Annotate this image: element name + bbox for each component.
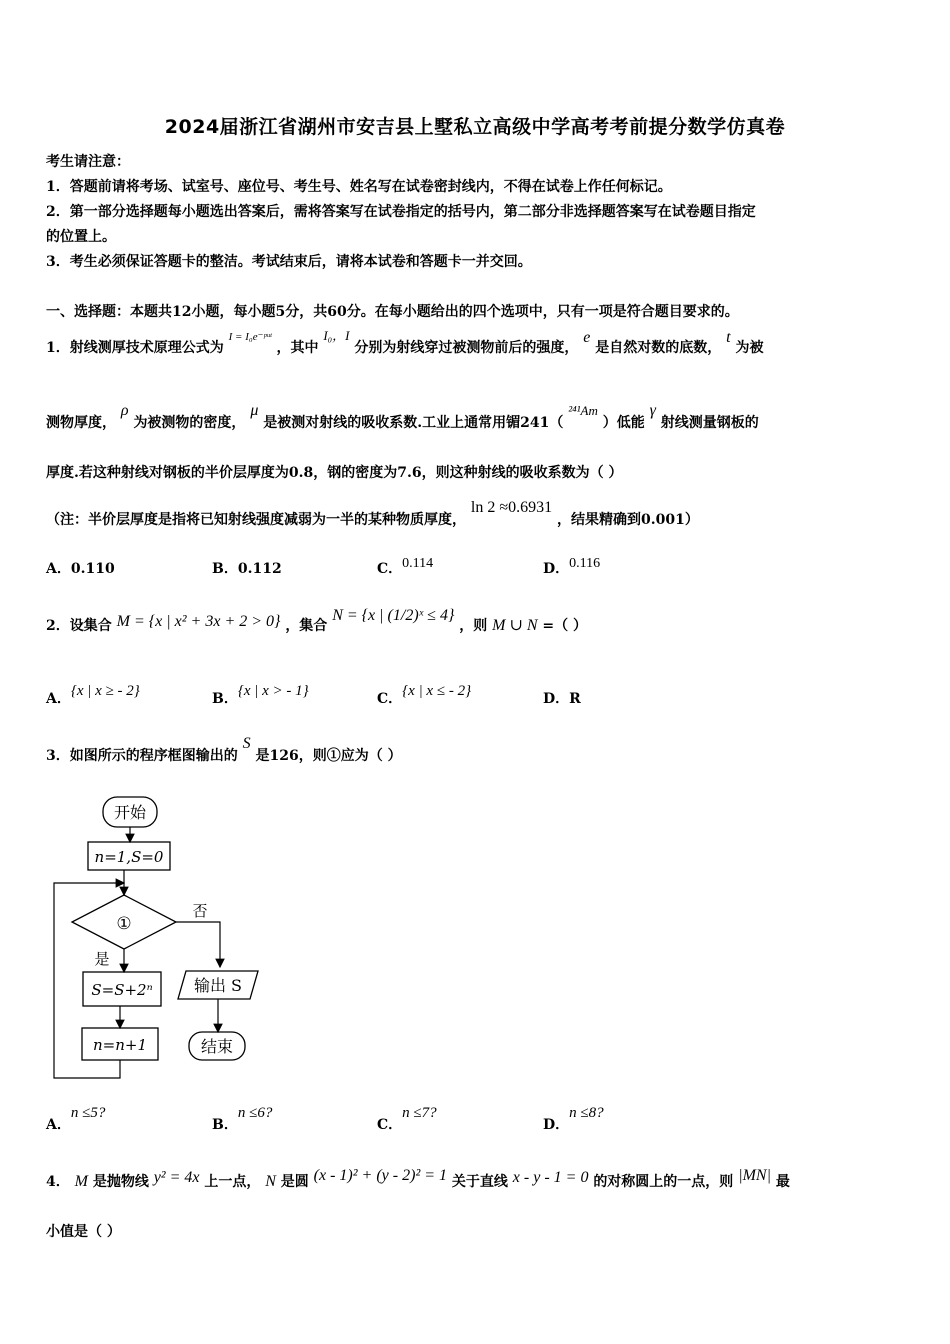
option-value: n ≤7? bbox=[402, 1105, 437, 1121]
option-value: 0.112 bbox=[237, 561, 282, 577]
q3-option-c[interactable] bbox=[377, 1105, 437, 1134]
notice-item-2: 2．第一部分选择题每小题选出答案后，需将答案写在试卷指定的括号内，第二部分非选择题答案写在试卷题目指定 bbox=[46, 204, 756, 220]
q1-formula: I = I₀e⁻ᵖᵘᵗ bbox=[228, 331, 272, 343]
q1-option-d[interactable] bbox=[543, 558, 600, 578]
q2-text: =（ ） bbox=[542, 618, 587, 634]
option-label: C． bbox=[377, 691, 403, 707]
q3-text: 3．如图所示的程序框图输出的 bbox=[46, 748, 238, 764]
option-label: B． bbox=[212, 1117, 238, 1133]
q2-set-m: M = {x | x² + 3x + 2 > 0} bbox=[116, 613, 281, 630]
q2-line-1 bbox=[46, 607, 906, 636]
q4-line: x - y - 1 = 0 bbox=[512, 1169, 589, 1186]
q3-option-d[interactable] bbox=[543, 1105, 604, 1134]
notice-item-1: 1．答题前请将考场、试室号、座位号、考生号、姓名写在试卷密封线内，不得在试卷上作任何标记。 bbox=[46, 179, 672, 195]
q3-text: 是126，则①应为（ ） bbox=[255, 748, 402, 764]
flow-step2-text: n=n+1 bbox=[92, 1036, 148, 1054]
option-label: A． bbox=[46, 1117, 71, 1133]
section-heading: 一、选择题：本题共12小题，每小题5分，共60分。在每小题给出的四个选项中，只有一项是符合题目要求的。 bbox=[46, 304, 739, 320]
q1-e: e bbox=[583, 329, 591, 346]
q4-line-1 bbox=[46, 1167, 906, 1192]
q4-text: 上一点， bbox=[204, 1174, 261, 1190]
option-value: R bbox=[569, 691, 581, 707]
q1-text: 是被测对射线的吸收系数.工业上通常用镅241（ bbox=[263, 415, 564, 431]
flowchart bbox=[40, 790, 280, 1090]
q1-text: ，其中 bbox=[276, 340, 319, 356]
flow-no-label: 否 bbox=[192, 902, 208, 920]
option-label: A． bbox=[46, 691, 71, 707]
q1-text: 射线测量钢板的 bbox=[660, 415, 759, 431]
q1-text: 测物厚度， bbox=[46, 415, 116, 431]
q1-option-a[interactable] bbox=[46, 558, 115, 578]
q2-text: 2．设集合 bbox=[46, 618, 112, 634]
flow-init-text: n=1,S=0 bbox=[94, 848, 164, 866]
q4-m: M bbox=[74, 1173, 88, 1190]
q2-text: ，则 bbox=[459, 618, 488, 634]
page-title: 2024届浙江省湖州市安吉县上墅私立高级中学高考考前提分数学仿真卷 bbox=[164, 116, 786, 138]
q1-text: ）低能 bbox=[602, 415, 645, 431]
option-label: D． bbox=[543, 1117, 570, 1133]
q4-circle: (x - 1)² + (y - 2)² = 1 bbox=[313, 1167, 448, 1184]
notice-item-2-cont: 的位置上。 bbox=[46, 229, 116, 245]
q3-option-b[interactable] bbox=[212, 1105, 273, 1134]
q1-note: ，结果精确到0.001） bbox=[556, 512, 699, 528]
q1-t: t bbox=[726, 329, 731, 346]
q3-line-1 bbox=[46, 735, 906, 766]
flow-start-text: 开始 bbox=[113, 803, 147, 822]
option-value: 0.110 bbox=[70, 561, 115, 577]
option-label: C． bbox=[377, 561, 403, 577]
q1-rho: ρ bbox=[120, 402, 129, 419]
notice-item-3: 3．考生必须保证答题卡的整洁。考试结束后，请将本试卷和答题卡一并交回。 bbox=[46, 254, 532, 270]
q3-s: S bbox=[242, 735, 251, 752]
q4-text: 的对称圆上的一点，则 bbox=[593, 1174, 734, 1190]
q1-am: ²⁴¹Am bbox=[568, 403, 598, 418]
option-value: n ≤5? bbox=[70, 1105, 106, 1121]
flow-condition-text: ① bbox=[116, 914, 132, 934]
q4-text: 最 bbox=[775, 1174, 790, 1190]
option-value: {x | x ≤ - 2} bbox=[402, 683, 472, 699]
q4-text: 是抛物线 bbox=[92, 1174, 149, 1190]
option-label: B． bbox=[212, 561, 238, 577]
q1-mu: μ bbox=[250, 402, 259, 419]
q2-text: ，集合 bbox=[285, 618, 328, 634]
option-label: C． bbox=[377, 1117, 403, 1133]
flow-step1-text: S=S+2ⁿ bbox=[91, 981, 153, 999]
q1-text: 分别为射线穿过被测物前后的强度， bbox=[354, 340, 579, 356]
q4-mn: |MN| bbox=[738, 1167, 771, 1184]
q1-line-2 bbox=[46, 402, 906, 433]
q1-vars: I₀，I bbox=[323, 328, 350, 343]
q4-text: 是圆 bbox=[280, 1174, 309, 1190]
notice-heading: 考生请注意： bbox=[46, 154, 130, 170]
q1-line-1 bbox=[46, 328, 906, 359]
q1-ln2: ln 2 ≈0.6931 bbox=[470, 499, 553, 516]
option-label: A． bbox=[46, 561, 71, 577]
q1-text: 为被 bbox=[735, 340, 764, 356]
option-label: D． bbox=[543, 691, 570, 707]
flow-yes-label: 是 bbox=[94, 950, 110, 968]
q1-option-c[interactable] bbox=[377, 558, 433, 578]
q2-set-n: N = {x | (1/2)ˣ ≤ 4} bbox=[332, 607, 455, 624]
option-value: n ≤6? bbox=[237, 1105, 273, 1121]
flow-end-text: 结束 bbox=[200, 1037, 234, 1056]
q1-option-b[interactable] bbox=[212, 558, 282, 578]
q1-line-3: 厚度.若这种射线对钢板的半价层厚度为0.8，钢的密度为7.6，则这种射线的吸收系数为（ ） bbox=[46, 465, 623, 481]
option-value: 0.116 bbox=[569, 556, 601, 571]
q3-option-a[interactable] bbox=[46, 1105, 106, 1134]
option-label: B． bbox=[212, 691, 238, 707]
option-label: D． bbox=[543, 561, 570, 577]
option-value: n ≤8? bbox=[569, 1105, 604, 1121]
q4-text: 4． bbox=[46, 1174, 70, 1190]
q1-text: 为被测物的密度， bbox=[133, 415, 246, 431]
q4-n: N bbox=[265, 1173, 276, 1190]
q2-option-c[interactable] bbox=[377, 683, 472, 708]
q1-text: 1．射线测厚技术原理公式为 bbox=[46, 340, 224, 356]
option-value: 0.114 bbox=[402, 556, 434, 571]
q4-line-2: 小值是（ ） bbox=[46, 1224, 121, 1240]
q2-option-a[interactable] bbox=[46, 683, 140, 708]
flow-output-text: 输出 S bbox=[193, 976, 243, 995]
q1-text: 是自然对数的底数， bbox=[595, 340, 722, 356]
q2-union: M ∪ N bbox=[492, 617, 538, 634]
q4-text: 关于直线 bbox=[451, 1174, 508, 1190]
q1-note: （注：半价层厚度是指将已知射线强度减弱为一半的某种物质厚度， bbox=[46, 512, 466, 528]
option-value: {x | x ≥ - 2} bbox=[70, 683, 140, 699]
q1-gamma: γ bbox=[649, 402, 656, 419]
option-value: {x | x > - 1} bbox=[237, 683, 309, 699]
q2-option-d[interactable] bbox=[543, 688, 581, 708]
q4-parabola: y² = 4x bbox=[153, 1169, 200, 1186]
q1-line-4 bbox=[46, 499, 906, 530]
q2-option-b[interactable] bbox=[212, 683, 309, 708]
